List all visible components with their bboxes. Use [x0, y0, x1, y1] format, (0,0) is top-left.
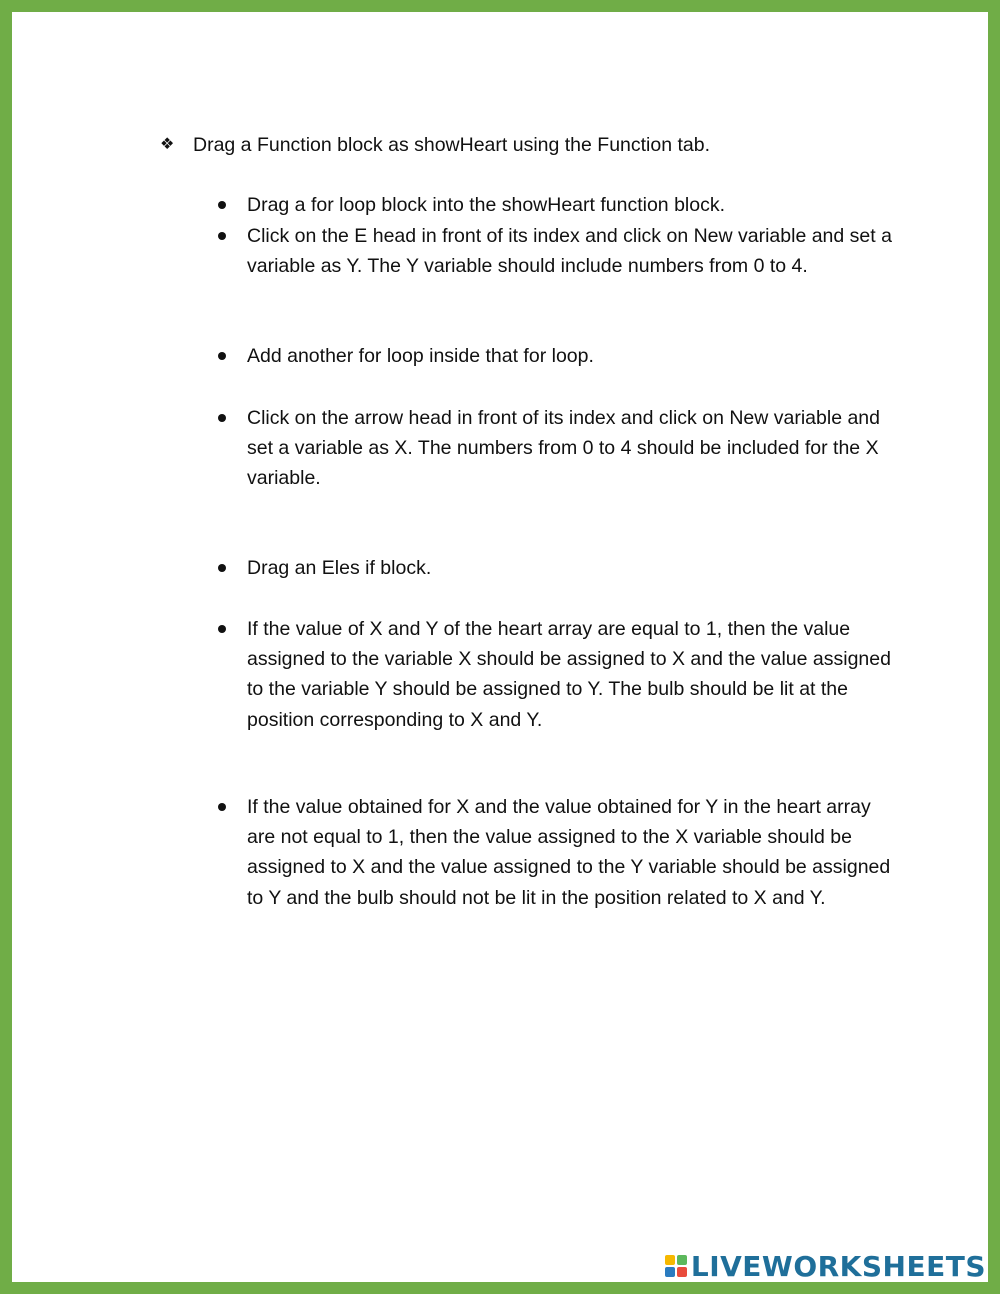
instruction-text: Click on the arrow head in front of its index and click on New variable and set a variable as X. The numbers from 0 to 4 should be included for the X variable. [247, 407, 880, 490]
brand-logo-icon [665, 1255, 687, 1277]
instruction-item [212, 190, 902, 220]
bullet-icon [218, 414, 226, 422]
brand-name: LIVEWORKSHEETS [690, 1249, 986, 1283]
instruction-item [212, 403, 902, 494]
bullet-icon [218, 625, 226, 633]
main-instruction-text: Drag a Function block as showHeart using the Function tab. [193, 134, 711, 156]
instruction-text: Drag an Eles if block. [247, 557, 432, 579]
diamond-bullet-icon: ❖ [160, 136, 175, 153]
bullet-icon [218, 352, 226, 360]
bullet-icon [218, 564, 226, 572]
instruction-text: Add another for loop inside that for loop. [247, 345, 594, 367]
logo-square-4 [677, 1267, 687, 1277]
instruction-text: Click on the E head in front of its index and click on New variable and set a variable as Y. The Y variable should include numbers from 0 to 4. [247, 225, 892, 278]
instruction-item [212, 614, 902, 735]
bullet-icon [218, 201, 226, 209]
instruction-text: Drag a for loop block into the showHeart function block. [247, 194, 726, 216]
liveworksheets-logo[interactable] [665, 1250, 986, 1282]
instruction-text: If the value of X and Y of the heart array are equal to 1, then the value assigned to the variable X should be assigned to X and the value assigned to the variable Y should be assigned to Y. The bulb should be lit at the position corresponding to X and Y. [247, 618, 891, 731]
instruction-text: If the value obtained for X and the value obtained for Y in the heart array are not equal to 1, then the value assigned to the X variable should be assigned to X and the value assigned to the Y variable should be assigned to Y and the bulb should not be lit in the position related to X and Y. [247, 796, 891, 909]
logo-square-2 [677, 1255, 687, 1265]
instruction-item [212, 553, 902, 583]
instruction-item [212, 792, 902, 913]
logo-square-3 [665, 1267, 675, 1277]
bullet-icon [218, 803, 226, 811]
bullet-icon [218, 232, 226, 240]
logo-square-1 [665, 1255, 675, 1265]
instruction-item [212, 221, 902, 281]
instruction-item [212, 341, 902, 371]
